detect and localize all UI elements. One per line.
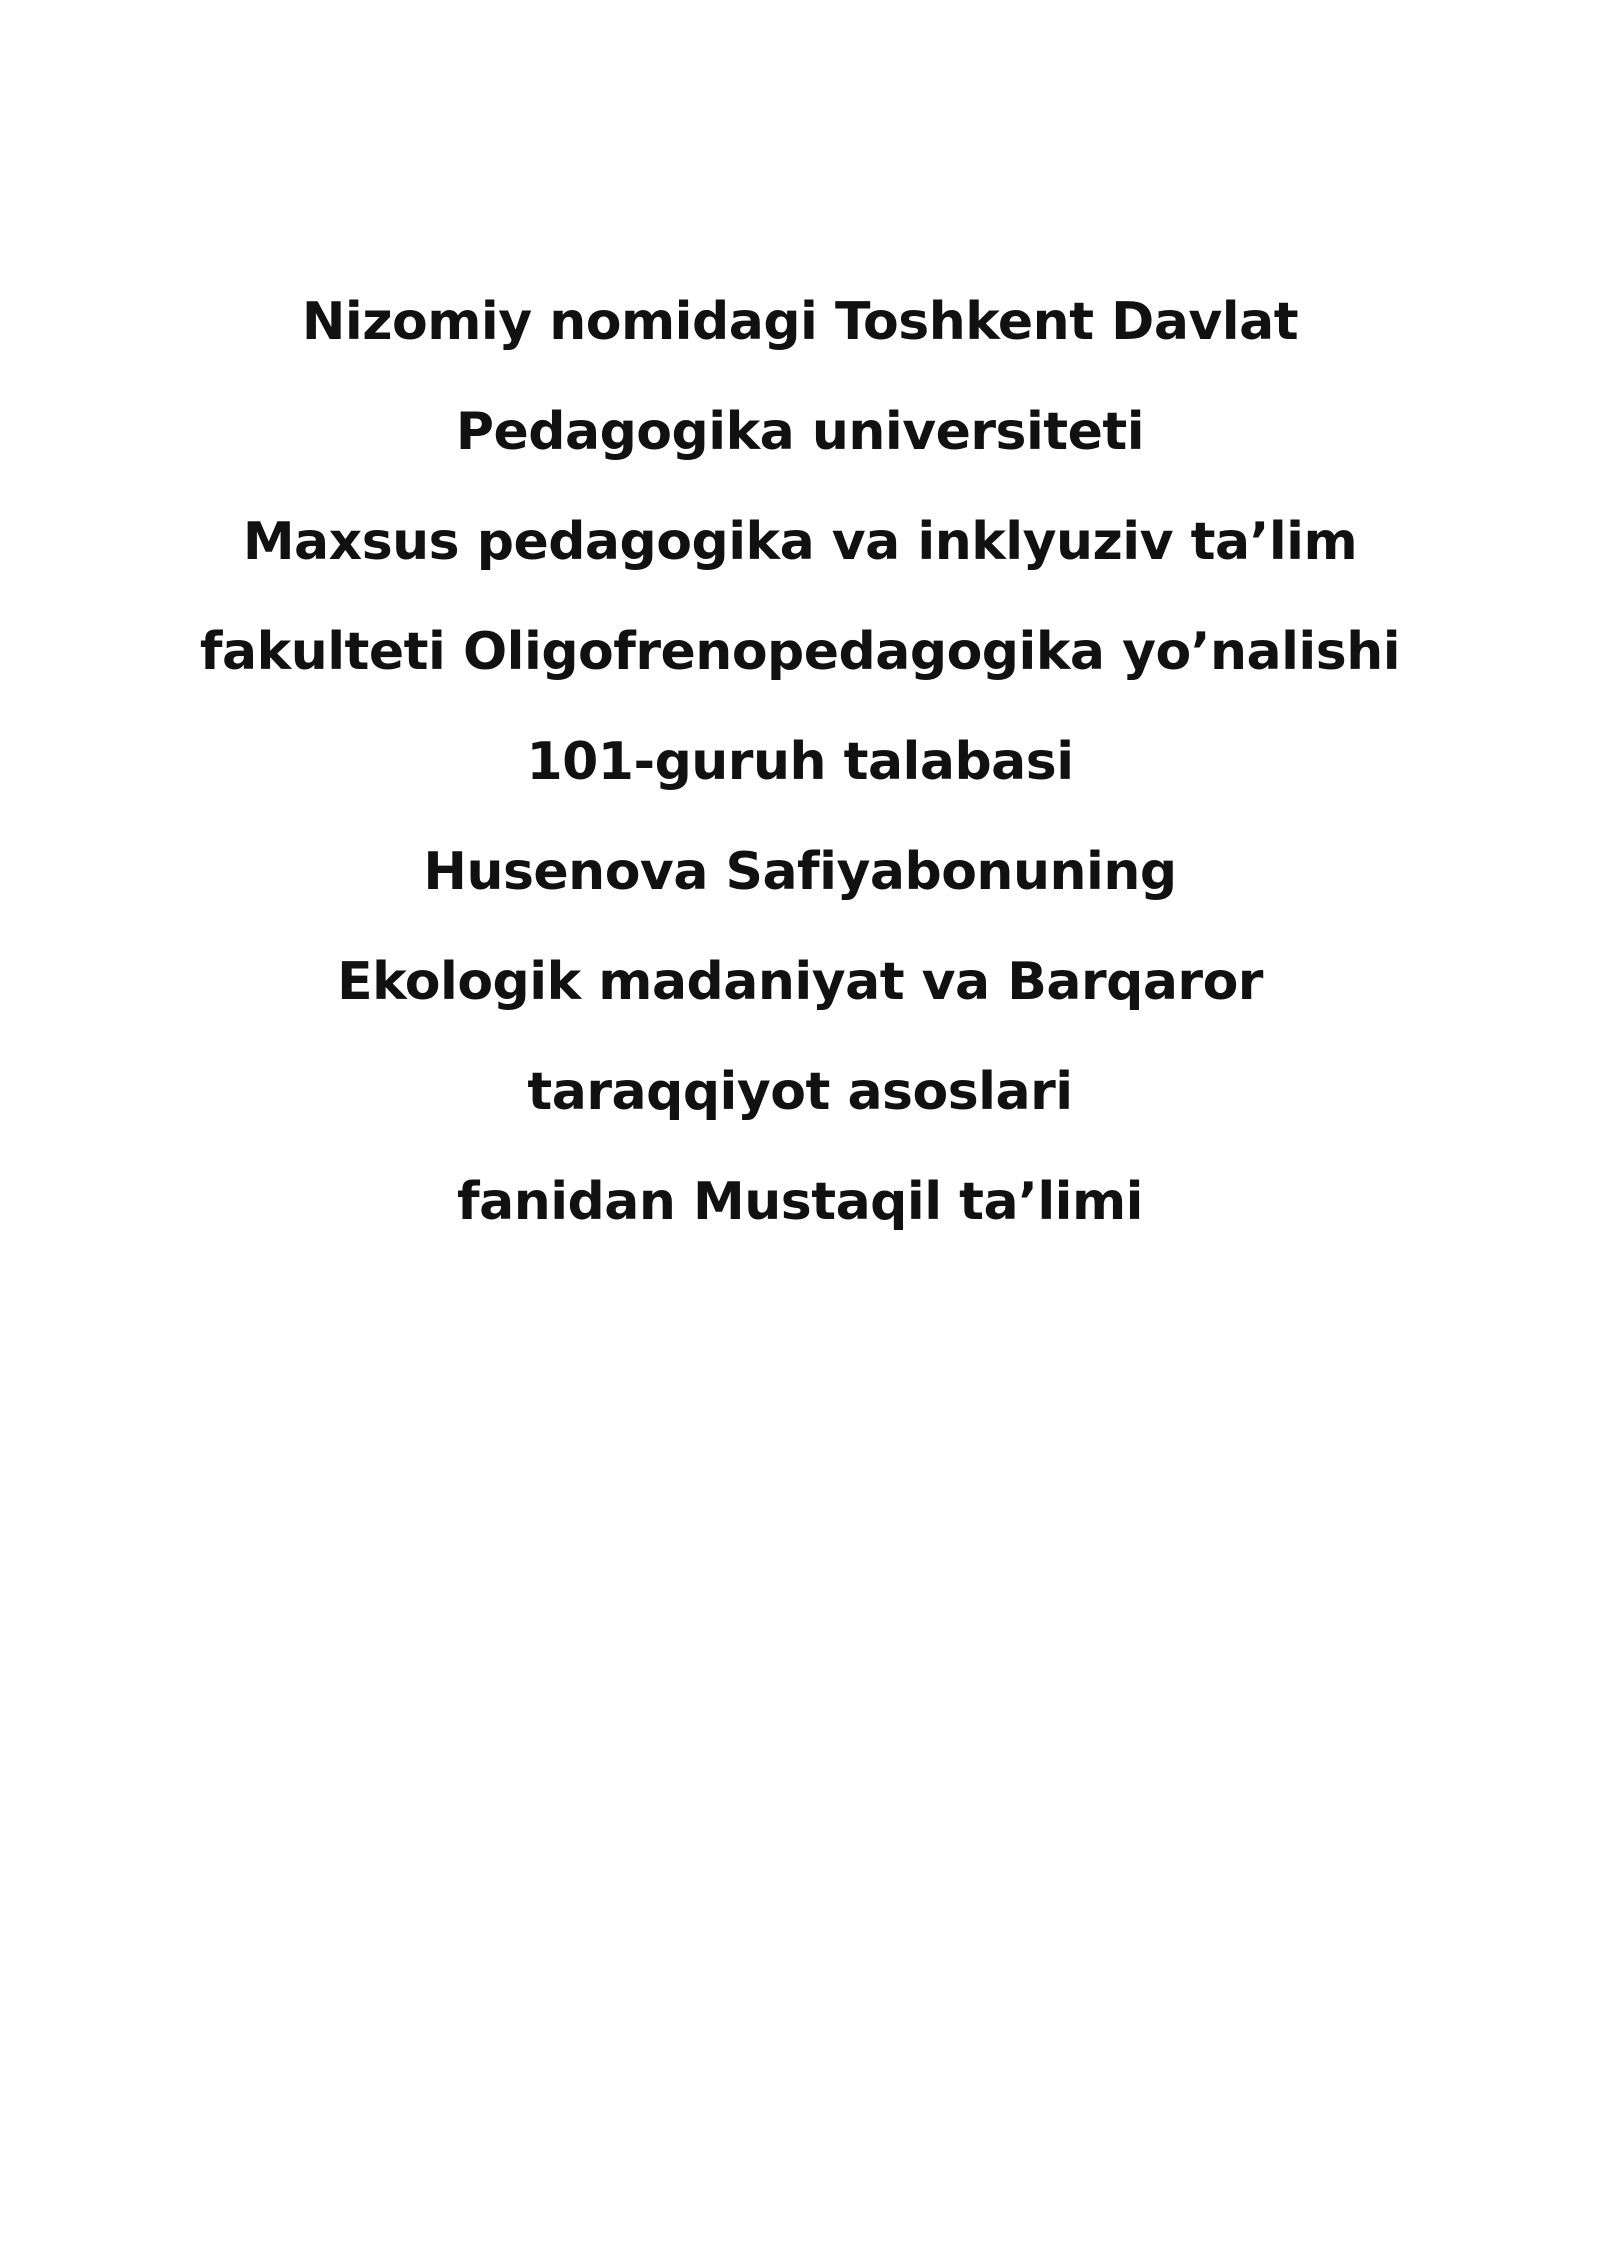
group-line: 101-guruh talabasi (526, 732, 1074, 792)
faculty-line-1: Maxsus pedagogika va inklyuziv ta’lim (242, 512, 1358, 572)
university-name-line-1: Nizomiy nomidagi Toshkent Davlat (301, 292, 1299, 352)
university-name-line-2: Pedagogika universiteti (455, 402, 1145, 462)
subject-line-1: Ekologik madaniyat va Barqaror (337, 952, 1263, 1012)
work-type-line: fanidan Mustaqil ta’limi (457, 1172, 1143, 1232)
subject-line-2: taraqqiyot asoslari (527, 1062, 1073, 1122)
student-name-line: Husenova Safiyabonuning (423, 842, 1177, 902)
title-block (0, 276, 1600, 1266)
faculty-line-2: fakulteti Oligofrenopedagogika yo’nalishi (199, 622, 1401, 682)
